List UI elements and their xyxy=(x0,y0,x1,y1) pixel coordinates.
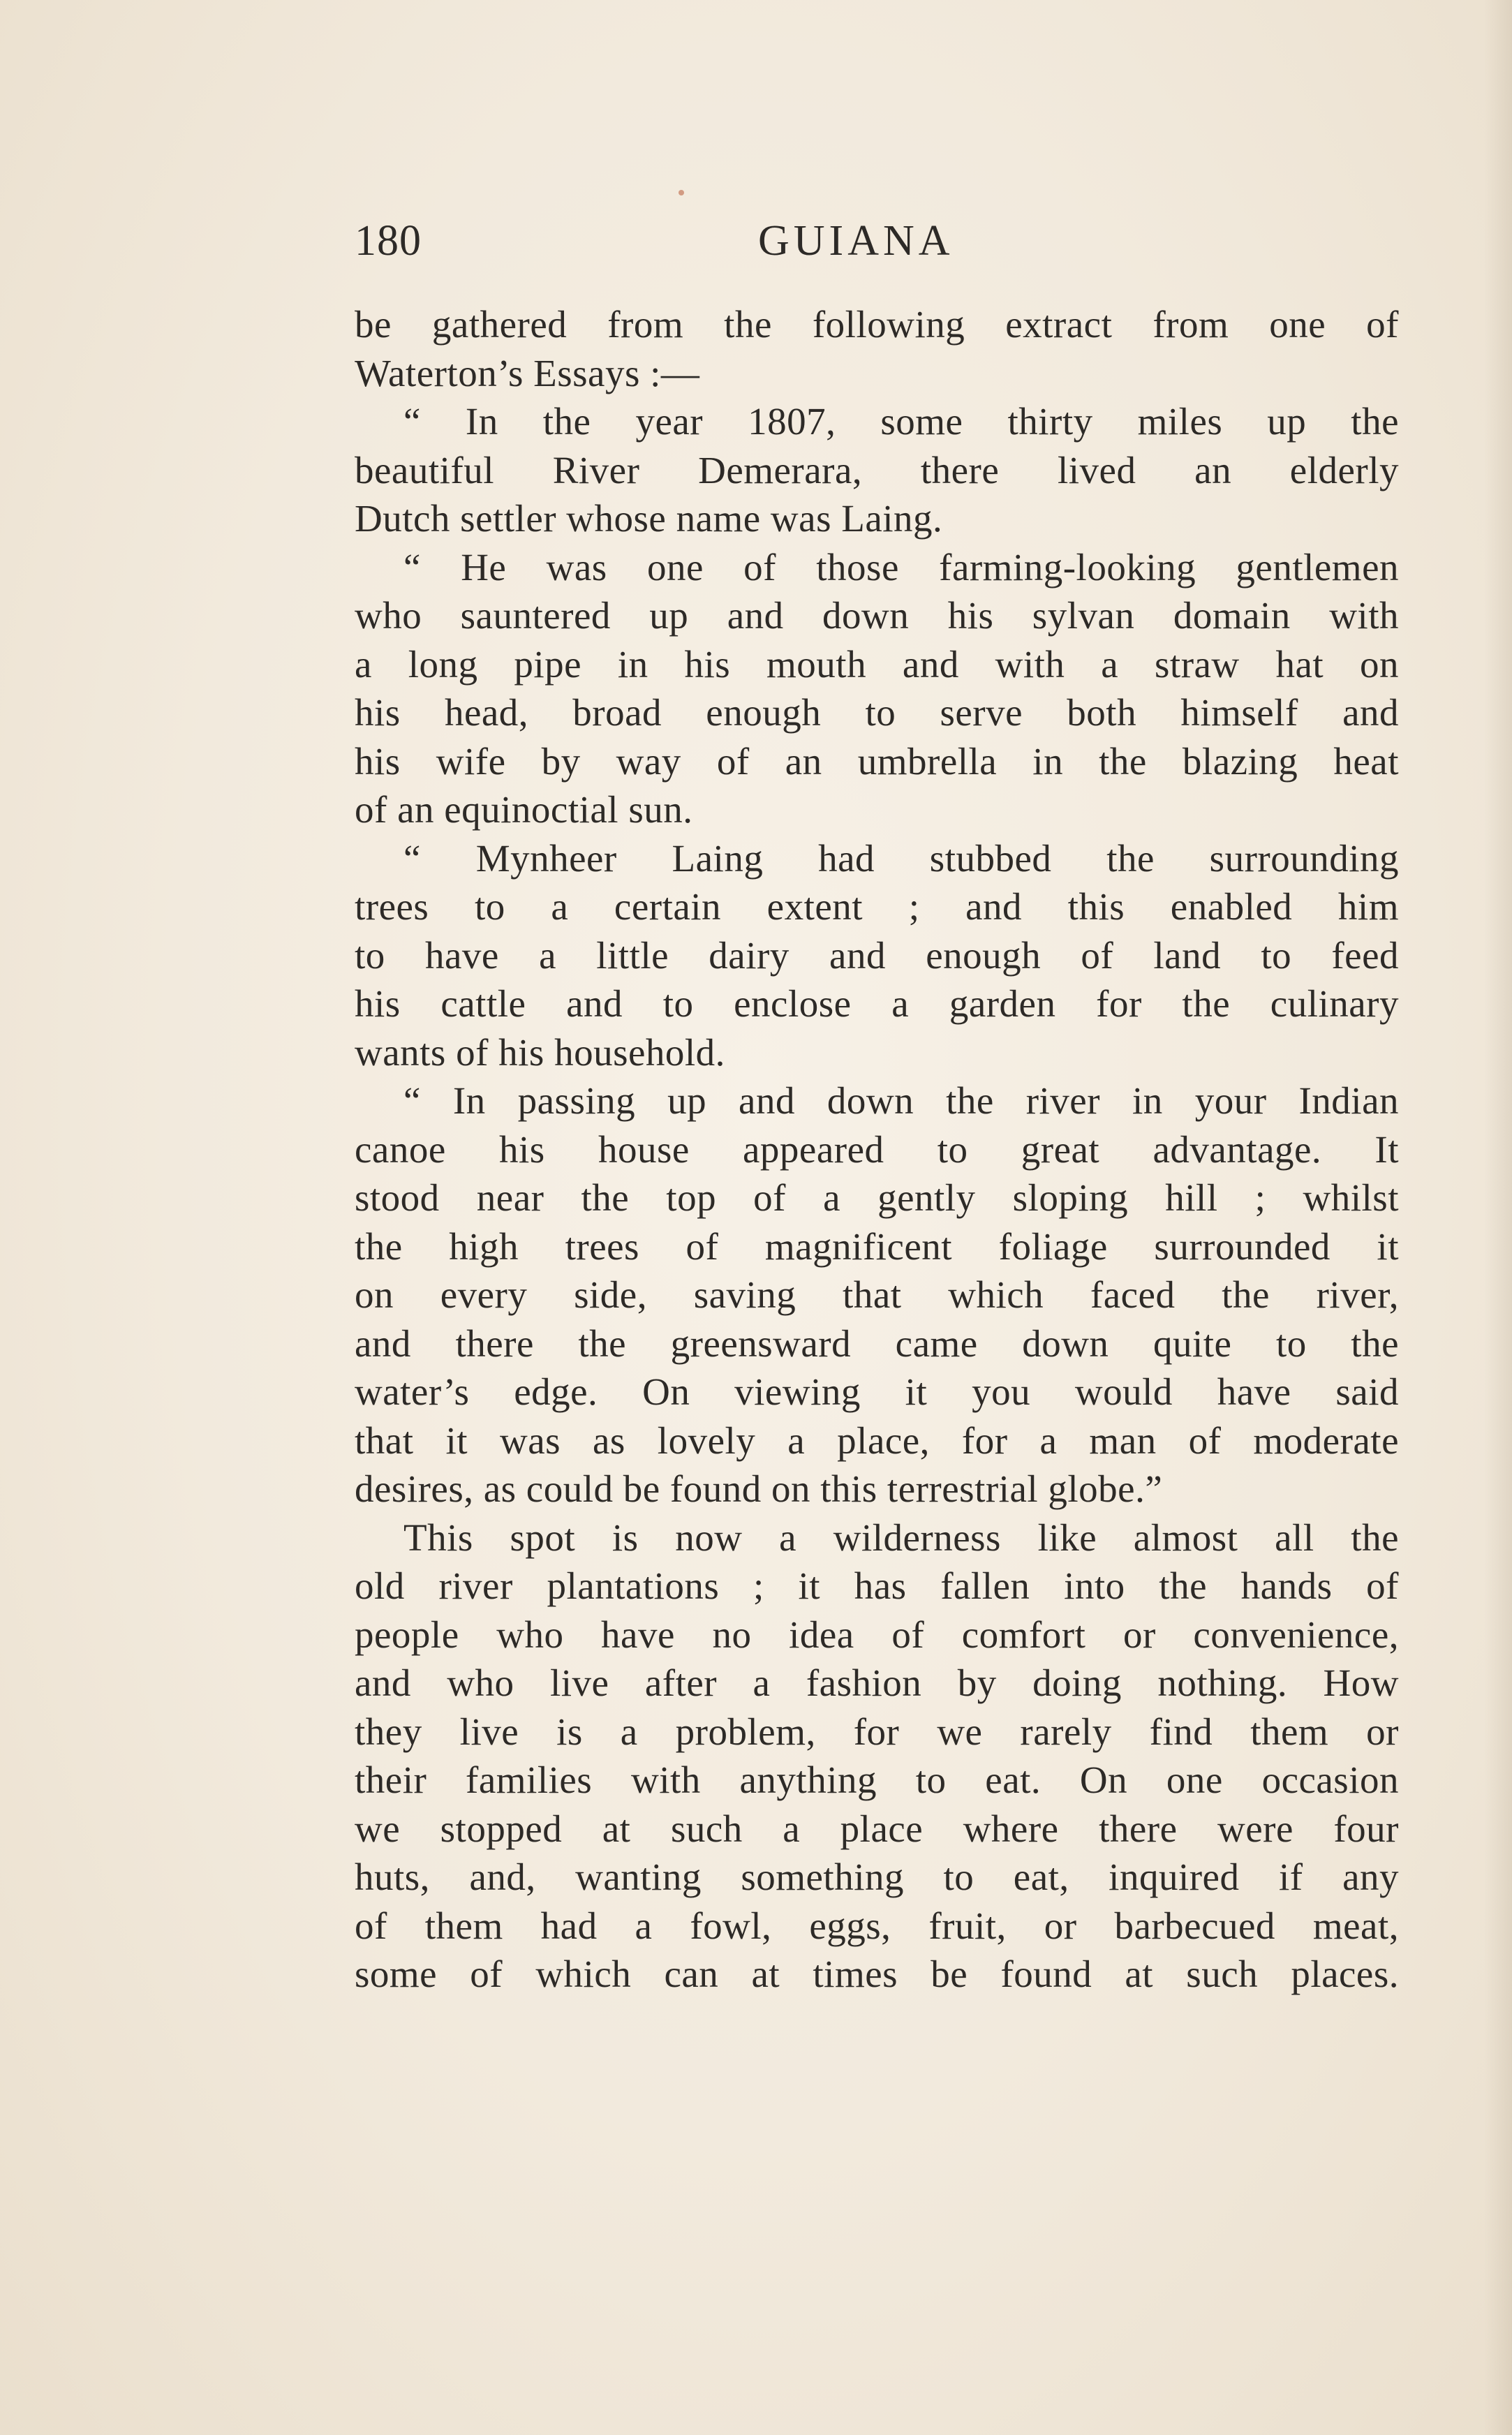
text-line: on every side, saving that which faced the river, xyxy=(355,1273,1399,1316)
text-line: his head, broad enough to serve both himself and xyxy=(355,691,1399,734)
text-line: stood near the top of a gently sloping hill ; whilst xyxy=(355,1176,1399,1219)
body-text xyxy=(355,300,1399,1999)
text-line: “ Mynheer Laing had stubbed the surrounding xyxy=(403,836,1399,880)
text-line: of an equinoctial sun. xyxy=(355,788,693,831)
page-number: 180 xyxy=(355,217,422,265)
text-line: that it was as lovely a place, for a man of moderate xyxy=(355,1419,1399,1462)
text-line: Dutch settler whose name was Laing. xyxy=(355,497,943,540)
text-line: “ In passing up and down the river in your Indian xyxy=(403,1079,1399,1122)
text-line: his cattle and to enclose a garden for the culinary xyxy=(355,982,1399,1025)
text-line: to have a little dairy and enough of land to feed xyxy=(355,933,1399,977)
text-line: beautiful River Demerara, there lived an elderly xyxy=(355,448,1399,491)
text-line: they live is a problem, for we rarely find them or xyxy=(355,1710,1399,1753)
text-line: some of which can at times be found at such places. xyxy=(355,1953,1399,1995)
text-line: old river plantations ; it has fallen into the hands of xyxy=(355,1564,1399,1607)
text-line: canoe his house appeared to great advantage. It xyxy=(355,1127,1399,1171)
text-line: their families with anything to eat. On one occasion xyxy=(355,1759,1399,1801)
text-line: his wife by way of an umbrella in the blazing heat xyxy=(355,739,1399,783)
text-line: desires, as could be found on this terrestrial globe.” xyxy=(355,1467,1163,1510)
text-line: Waterton’s Essays :— xyxy=(355,351,700,394)
text-line: “ In the year 1807, some thirty miles up the xyxy=(403,400,1399,443)
text-line: wants of his household. xyxy=(355,1030,725,1074)
text-line: water’s edge. On viewing it you would have said xyxy=(355,1370,1399,1413)
text-line: and there the greensward came down quite to the xyxy=(355,1322,1399,1365)
paper-speck xyxy=(679,190,684,195)
text-line: of them had a fowl, eggs, fruit, or barbecued meat, xyxy=(355,1904,1399,1947)
running-head: GUIANA xyxy=(758,217,954,265)
text-line: who sauntered up and down his sylvan domain with xyxy=(355,594,1399,637)
text-line: a long pipe in his mouth and with a straw hat on xyxy=(355,642,1399,686)
text-line: “ He was one of those farming-looking gentlemen xyxy=(403,545,1399,589)
page-header xyxy=(355,209,1399,272)
text-line: people who have no idea of comfort or convenience, xyxy=(355,1613,1399,1656)
text-line: This spot is now a wilderness like almost all the xyxy=(403,1516,1399,1559)
page-edge-shadow xyxy=(1484,0,1512,2435)
text-line: and who live after a fashion by doing nothing. How xyxy=(355,1661,1399,1704)
text-line: huts, and, wanting something to eat, inquired if any xyxy=(355,1856,1399,1898)
text-line: we stopped at such a place where there were four xyxy=(355,1807,1399,1850)
text-line: the high trees of magnificent foliage surrounded it xyxy=(355,1224,1399,1268)
text-line: be gathered from the following extract from one of xyxy=(355,303,1399,346)
text-line: trees to a certain extent ; and this enabled him xyxy=(355,885,1399,928)
